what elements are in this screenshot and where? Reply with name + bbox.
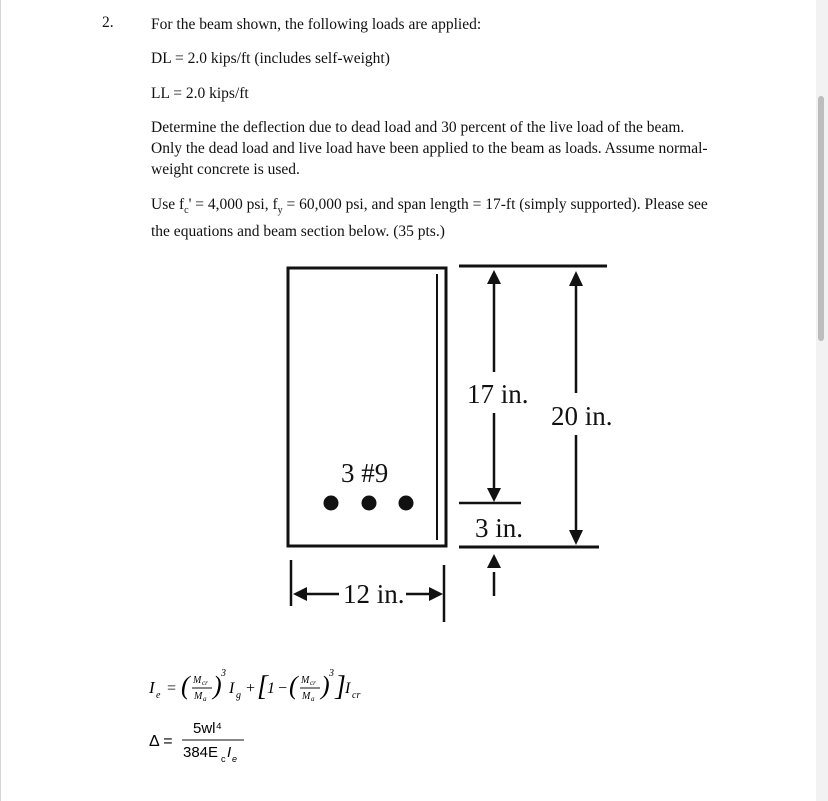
depth-arrowhead-bottom	[487, 488, 501, 502]
ie-subscript: e	[156, 690, 161, 701]
use-text-b: ' = 4,000 psi, f	[188, 196, 278, 213]
mcr-symbol-2: M	[301, 675, 310, 686]
bracket-close: ]	[335, 671, 346, 702]
rebar-dot	[324, 496, 339, 511]
use-text-a: Use f	[151, 196, 185, 213]
determine-line-1: Determine the deflection due to dead load and 30 percent of the live load of the beam.	[151, 119, 685, 136]
exponent-2: 3	[329, 668, 334, 679]
icr-symbol: I	[345, 680, 351, 697]
width-arrowhead-right	[429, 587, 443, 601]
paren-close-1: )	[213, 671, 222, 700]
determine-line-3: weight concrete is used.	[151, 161, 300, 178]
ie-denominator-symbol: I	[227, 744, 232, 761]
minus-sign: −	[277, 680, 288, 697]
equals-sign: =	[166, 680, 177, 697]
height-arrowhead-bottom	[569, 530, 583, 545]
scrollbar-thumb[interactable]	[818, 96, 824, 341]
depth-arrowhead-top	[487, 270, 501, 284]
bracket-open: [	[257, 671, 268, 702]
rebar-label: 3 #9	[341, 458, 389, 488]
delta-label: Δ =	[149, 733, 173, 750]
mcr-symbol: M	[193, 675, 202, 686]
fc-subscript: c	[184, 205, 189, 217]
paren-close-2: )	[321, 671, 330, 700]
cover-arrowhead	[487, 554, 501, 568]
use-text-c: = 60,000 psi, and span length = 17-ft (simply supported). Please see	[282, 196, 708, 213]
ie-symbol: I	[149, 678, 155, 697]
fy-subscript: y	[277, 205, 283, 217]
cover-label: 3 in.	[475, 513, 524, 543]
deflection-svg	[149, 718, 289, 766]
ie-denominator-subscript: e	[232, 754, 238, 764]
use-line-2: the equations and beam section below. (35 pts.)	[151, 223, 445, 241]
height-label: 20 in.	[551, 401, 613, 431]
ma-symbol: M	[194, 691, 203, 702]
determine-line-2: Only the dead load and live load have been applied to the beam as loads. Assume normal-	[151, 140, 708, 157]
ec-subscript: c	[221, 754, 226, 764]
rebar-dot	[362, 496, 377, 511]
paren-open-2: (	[289, 671, 298, 700]
width-label: 12 in.	[343, 579, 405, 609]
live-load-text: LL = 2.0 kips/ft	[151, 85, 249, 102]
vertical-scrollbar[interactable]	[816, 0, 828, 801]
one-term: 1	[267, 680, 275, 697]
exponent-1: 3	[221, 668, 226, 679]
question-number: 2.	[102, 14, 114, 31]
ma-subscript-2: a	[311, 695, 315, 703]
width-arrowhead-left	[293, 587, 307, 601]
height-arrowhead-top	[569, 271, 583, 286]
rebar-dot	[399, 496, 414, 511]
paren-open-1: (	[181, 671, 190, 700]
effective-inertia-svg	[149, 668, 389, 712]
mcr-subscript-2: cr	[310, 679, 316, 687]
icr-subscript: cr	[352, 690, 361, 701]
deflection-denominator: 384E	[183, 744, 219, 761]
ig-subscript: g	[236, 690, 241, 701]
ma-symbol-2: M	[302, 691, 311, 702]
depth-label: 17 in.	[467, 379, 529, 409]
plus-sign: +	[245, 680, 256, 697]
deflection-numerator: 5wl⁴	[193, 720, 222, 737]
ma-subscript: a	[203, 695, 207, 703]
mcr-subscript: cr	[202, 679, 208, 687]
intro-text: For the beam shown, the following loads are applied:	[151, 16, 482, 33]
ig-symbol: I	[229, 680, 235, 697]
beam-section-diagram	[1, 0, 817, 801]
dead-load-text: DL = 2.0 kips/ft (includes self-weight)	[151, 50, 390, 67]
